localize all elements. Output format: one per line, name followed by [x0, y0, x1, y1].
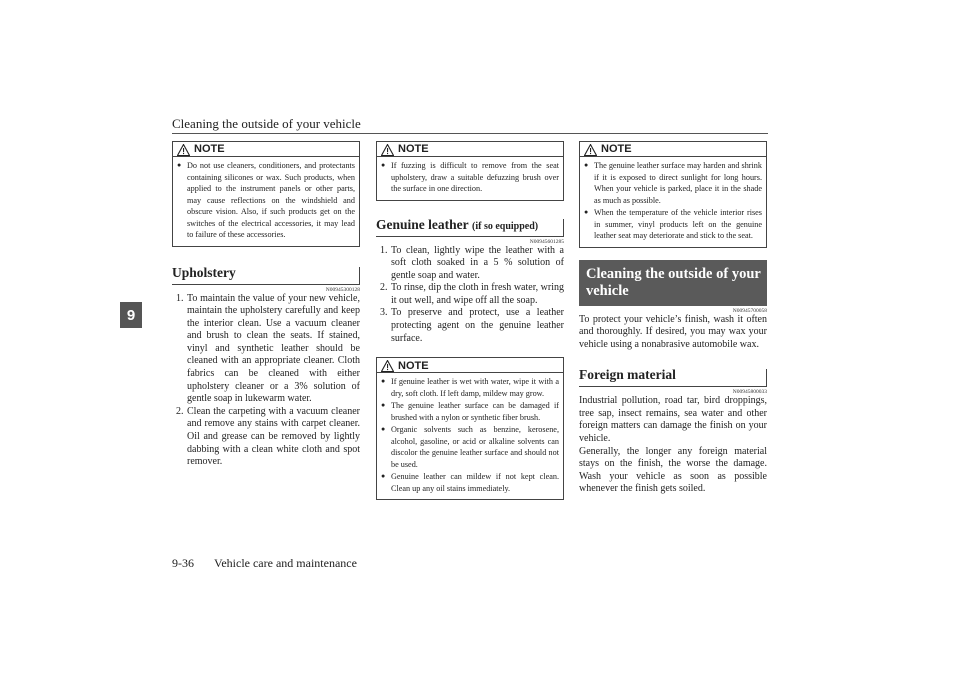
- section-heading-foreign-material: Foreign material: [579, 365, 767, 387]
- column-2: [376, 141, 564, 500]
- note-box-leather-sun: [579, 141, 767, 248]
- upholstery-steps: [176, 293, 360, 469]
- section-code: N00945700058: [732, 307, 767, 314]
- warning-triangle-icon: [177, 144, 190, 156]
- leather-steps: [380, 245, 564, 346]
- foreign-material-paragraph: Generally, the longer any foreign material stays on the finish, the worse the damage. Wash your vehicle as soon as possible whenever the finish gets soiled.: [579, 445, 767, 495]
- warning-triangle-icon: [584, 144, 597, 156]
- note-label: NOTE: [398, 143, 429, 156]
- note-item: ● If fuzzing is difficult to remove from the seat upholstery, draw a suitable defuzzing brush over the surface in one direction.: [391, 160, 559, 195]
- note-item: ● The genuine leather surface can be damaged if brushed with a nylon or synthetic fiber brush.: [391, 400, 559, 423]
- section-code: N00945601285: [529, 238, 564, 245]
- list-item: 1. To clean, lightly wipe the leather with a soft cloth soaked in a 5 % solution of gentle soap and water.: [380, 244, 564, 281]
- note-label: NOTE: [398, 359, 429, 372]
- note-header: [377, 358, 563, 372]
- page-number: 9-36: [172, 556, 194, 570]
- note-item: ● Organic solvents such as benzine, kerosene, alcohol, gasoline, or acid or alkaline solvents can discolor the genuine leather surface and should not be used.: [391, 424, 559, 470]
- note-item: ● Genuine leather can mildew if not kept clean. Clean up any oil stains immediately.: [391, 471, 559, 494]
- section-code: N00945300128: [325, 286, 360, 293]
- note-box-leather-care: [376, 357, 564, 500]
- foreign-material-paragraph: Industrial pollution, road tar, bird droppings, tree sap, insect remains, sea water and other foreign matters can damage the finish on your vehicle.: [579, 395, 767, 445]
- section-heading-genuine-leather: Genuine leather (if so equipped): [376, 215, 564, 237]
- note-box-fuzzing: [376, 141, 564, 201]
- list-item: 1. To maintain the value of your new vehicle, maintain the upholstery carefully and keep the interior clean. Use a vacuum cleaner and brush to clean the seats. If stained, vinyl and synthetic leather should be cleaned with an appropriate cleaner. Cloth fabrics can be cleaned with either upholstery cleaner or a 3% solution of gentle soap in lukewarm water.: [176, 292, 360, 405]
- cleaning-outside-text: To protect your vehicle’s finish, wash it often and thoroughly. If desired, you may wax your vehicle using a nonabrasive automobile wax.: [579, 313, 767, 350]
- page-header-title: Cleaning the outside of your vehicle: [172, 116, 361, 131]
- note-label: NOTE: [601, 143, 632, 156]
- footer-section-title: Vehicle care and maintenance: [214, 556, 357, 570]
- chapter-tab: 9: [120, 302, 142, 328]
- note-header: [173, 142, 359, 156]
- note-item: ● If genuine leather is wet with water, wipe it with a dry, soft cloth. If left damp, mildew may grow.: [391, 376, 559, 399]
- column-3: [579, 141, 767, 496]
- section-code: N00945800033: [732, 389, 767, 396]
- warning-triangle-icon: [381, 360, 394, 372]
- note-item: ● The genuine leather surface may harden and shrink if it is exposed to direct sunlight for long hours. When your vehicle is parked, place it in the shade as much as possible.: [594, 160, 762, 206]
- warning-triangle-icon: [381, 144, 394, 156]
- section-heading-cleaning-outside: Cleaning the outside of your vehicle: [579, 260, 767, 306]
- list-item: 2. Clean the carpeting with a vacuum cleaner and remove any stains with carpet cleaner. Oil and grease can be removed by lightly dabbing with a clean white cloth and spot remover.: [176, 405, 360, 468]
- note-header: [377, 142, 563, 156]
- note-header: [580, 142, 766, 156]
- note-box-silicone: [172, 141, 360, 247]
- list-item: 3. To preserve and protect, use a leather protecting agent on the genuine leather surface.: [380, 307, 564, 344]
- note-item: ● When the temperature of the vehicle interior rises in summer, vinyl products left on the genuine leather seat may deteriorate and stick to the seat.: [594, 207, 762, 242]
- page-footer: [172, 556, 357, 571]
- column-1: [172, 141, 360, 469]
- note-label: NOTE: [194, 143, 225, 156]
- list-item: 2. To rinse, dip the cloth in fresh water, wring it out well, and wipe off all the soap.: [380, 282, 564, 306]
- section-heading-upholstery: Upholstery: [172, 263, 360, 285]
- header-divider: [172, 133, 768, 134]
- note-item: ● Do not use cleaners, conditioners, and protectants containing silicones or wax. Such products, when applied to the instrument panels or other parts, may cause reflections on the windshield and obscure vision. Also, if such products get on the switches of the electrical accessories, it may lead to failure of these accessories.: [187, 160, 355, 241]
